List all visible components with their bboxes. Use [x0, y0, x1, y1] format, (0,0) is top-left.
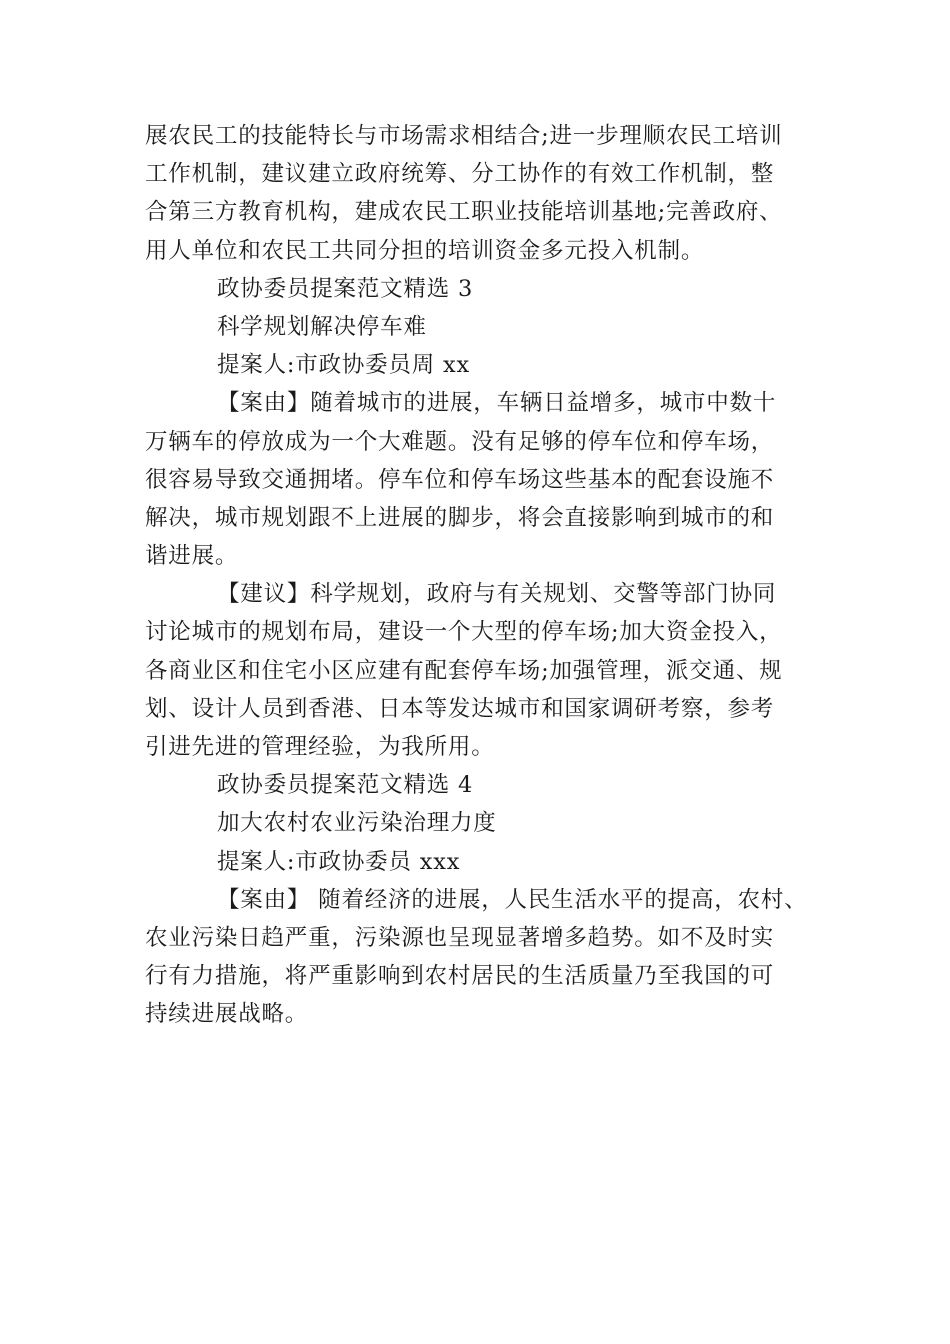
text-line: 各商业区和住宅小区应建有配套停车场;加强管理，派交通、规 — [145, 657, 783, 684]
text-line: 持续进展战略。 — [145, 1001, 309, 1028]
text-line: 工作机制，建议建立政府统筹、分工协作的有效工作机制，整 — [145, 161, 775, 188]
text-line: 引进先进的管理经验，为我所用。 — [145, 734, 495, 760]
proposer-line: 提案人:市政协委员 xxx — [217, 848, 461, 875]
text-line: 行有力措施，将严重影响到农村居民的生活质量乃至我国的可 — [145, 963, 775, 990]
document-body — [145, 117, 825, 1034]
text-line: 谐进展。 — [145, 543, 239, 570]
proposal-title: 科学规划解决停车难 — [217, 313, 427, 340]
text-line: 划、设计人员到香港、日本等发达城市和国家调研考察，参考 — [145, 695, 775, 722]
case-reason-line: 【案由】 随着经济的进展，人民生活水平的提高，农村、 — [217, 886, 808, 913]
text-line: 农业污染日趋严重，污染源也呈现显著增多趋势。如不及时实 — [145, 924, 775, 951]
text-line: 讨论城市的规划布局，建设一个大型的停车场;加大资金投入， — [145, 619, 783, 646]
section-heading: 政协委员提案范文精选 3 — [217, 275, 474, 302]
text-line: 解决，城市规划跟不上进展的脚步，将会直接影响到城市的和 — [145, 504, 775, 531]
case-reason-line: 【案由】随着城市的进展，车辆日益增多，城市中数十 — [217, 390, 777, 417]
suggestion-line: 【建议】科学规划，政府与有关规划、交警等部门协同 — [217, 581, 777, 608]
section-heading: 政协委员提案范文精选 4 — [217, 772, 474, 799]
text-line: 万辆车的停放成为一个大难题。没有足够的停车位和停车场， — [145, 428, 775, 455]
text-line: 展农民工的技能特长与市场需求相结合;进一步理顺农民工培训 — [145, 123, 783, 149]
text-line: 很容易导致交通拥堵。停车位和停车场这些基本的配套设施不 — [145, 466, 775, 493]
text-line: 合第三方教育机构，建成农民工职业技能培训基地;完善政府、 — [145, 199, 783, 226]
proposal-title: 加大农村农业污染治理力度 — [217, 810, 497, 837]
text-line: 用人单位和农民工共同分担的培训资金多元投入机制。 — [145, 237, 705, 264]
proposer-line: 提案人:市政协委员周 xx — [217, 352, 471, 379]
